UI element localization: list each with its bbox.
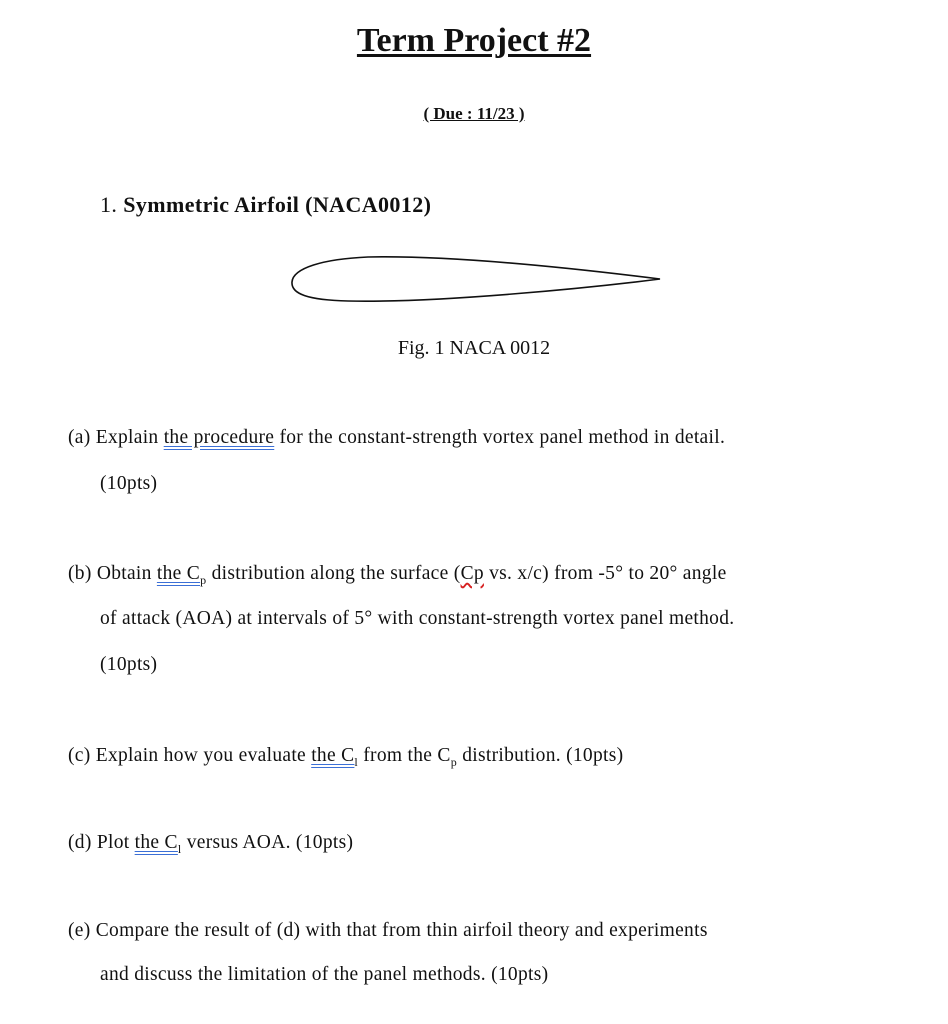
question-label: (b) <box>68 563 92 584</box>
question-label: (c) <box>68 745 91 766</box>
question-points: (10pts) <box>100 654 158 675</box>
question-text: Explain how you evaluate <box>95 745 306 766</box>
question-text-line2: and discuss the limitation of the panel methods. (10pts) <box>100 964 549 985</box>
symbol-c: the C <box>156 563 201 584</box>
section-title: Symmetric Airfoil (NACA0012) <box>123 192 432 217</box>
grammar-flag <box>311 745 359 769</box>
question-text: Obtain <box>96 563 152 584</box>
symbol-c: the C <box>134 832 178 853</box>
question-b <box>68 563 727 588</box>
question-text: vs. x/c) from -5° to 20° angle <box>489 563 727 584</box>
page-title: Term Project #2 <box>356 22 592 59</box>
question-text: distribution along the surface ( <box>211 563 461 584</box>
question-text-line2: of attack (AOA) at intervals of 5° with constant-strength vortex panel method. <box>100 608 735 629</box>
symbol-c: the C <box>311 745 355 766</box>
question-label: (d) <box>68 832 92 853</box>
section-number: 1. <box>100 192 118 217</box>
question-points: (10pts) <box>100 473 158 494</box>
question-e <box>68 920 708 942</box>
question-text: for the constant-strength vortex panel method in detail. <box>279 427 726 448</box>
grammar-flag: the procedure <box>163 427 275 448</box>
subscript: p <box>200 572 207 587</box>
grammar-flag <box>134 832 182 856</box>
subscript: p <box>450 754 458 769</box>
subscript: l <box>354 754 359 769</box>
question-text: Plot <box>96 832 130 853</box>
question-label: (e) <box>68 920 91 941</box>
airfoil-outline <box>292 257 660 301</box>
naca0012-airfoil-figure <box>288 250 668 310</box>
question-d <box>68 832 353 857</box>
due-date: ( Due : 11/23 ) <box>423 104 525 123</box>
question-text: Explain <box>95 427 159 448</box>
figure-caption: Fig. 1 NACA 0012 <box>397 337 551 359</box>
section-heading <box>100 192 431 218</box>
question-a <box>68 427 725 449</box>
spelling-flag: Cp <box>460 563 484 584</box>
question-text: distribution. (10pts) <box>462 745 624 766</box>
question-text: versus AOA. (10pts) <box>186 832 354 853</box>
question-text: from the C <box>363 745 451 766</box>
question-c <box>68 745 623 770</box>
question-label: (a) <box>68 427 91 448</box>
question-text: Compare the result of (d) with that from thin airfoil theory and experiments <box>95 920 708 941</box>
grammar-flag <box>156 563 207 587</box>
subscript: l <box>177 841 182 856</box>
